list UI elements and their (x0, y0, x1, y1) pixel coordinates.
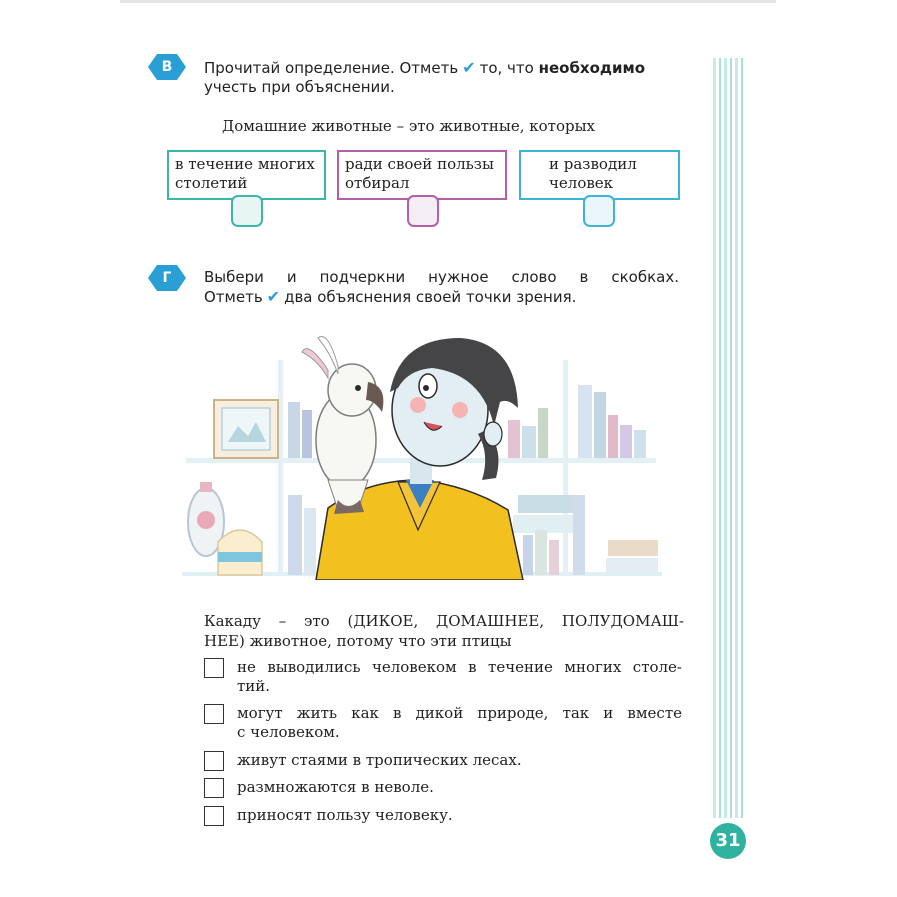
task-letter-g: Г (162, 270, 172, 286)
checkmark-icon: ✔ (266, 287, 281, 306)
instruction-text: Отметь (204, 288, 263, 306)
decorative-rails (713, 58, 753, 818)
option-checkbox[interactable] (204, 658, 224, 678)
option-checkbox[interactable] (204, 806, 224, 826)
answer-checkbox-3[interactable] (583, 195, 615, 227)
instruction-text: два объяснения своей точки зрения. (284, 288, 577, 306)
option-checkbox[interactable] (204, 751, 224, 771)
option-text: могут жить как в дикой природе, так и вместе (237, 704, 682, 722)
definition-box-3 (519, 150, 680, 200)
option-text: не выводились человеком в течение многих столе- (237, 658, 682, 676)
definition-box-1 (167, 150, 326, 200)
instruction-bold: необходимо (538, 59, 646, 77)
question-line-1: Какаду – это (ДИКОЕ, ДОМАШНЕЕ, ПОЛУДОМАШ- (204, 612, 684, 630)
task-marker-v (148, 54, 186, 80)
box-text: человек (549, 174, 614, 192)
box-text: в течение многих (175, 155, 315, 173)
task-letter-v: В (161, 59, 173, 75)
box-text: и разводил (549, 155, 637, 173)
box-text: отбирал (345, 174, 410, 192)
question-text (204, 611, 684, 651)
question-line-2: НЕЕ) животное, потому что эти птицы (204, 632, 512, 650)
instruction-text: то, что (479, 59, 534, 77)
option-checkbox[interactable] (204, 778, 224, 798)
box-text: столетий (175, 174, 248, 192)
definition-text: Домашние животные – это животные, которых (222, 117, 595, 135)
answer-checkbox-1[interactable] (231, 195, 263, 227)
option-text: с человеком. (237, 723, 340, 741)
task-v-instruction (204, 58, 645, 97)
option-checkbox[interactable] (204, 704, 224, 724)
instruction-text-line2: учесть при объяснении. (204, 78, 395, 96)
instruction-text: Прочитай определение. Отметь (204, 59, 459, 77)
option-text: приносят пользу человеку. (237, 806, 453, 824)
top-border (120, 0, 776, 3)
option-text: тий. (237, 677, 271, 695)
checkmark-icon: ✔ (462, 58, 476, 77)
option-text: живут стаями в тропических лесах. (237, 751, 522, 769)
boy-with-cockatoo-illustration (178, 330, 664, 580)
illustration-drawing (178, 330, 664, 580)
task-g-instruction (204, 268, 679, 307)
instruction-text: Выбери и подчеркни нужное слово в скобках. (204, 268, 679, 286)
box-text: ради своей пользы (345, 155, 494, 173)
answer-checkbox-2[interactable] (407, 195, 439, 227)
option-text: размножаются в неволе. (237, 778, 434, 796)
page-number: 31 (710, 823, 746, 859)
task-marker-g (148, 265, 186, 291)
definition-box-2 (337, 150, 507, 200)
